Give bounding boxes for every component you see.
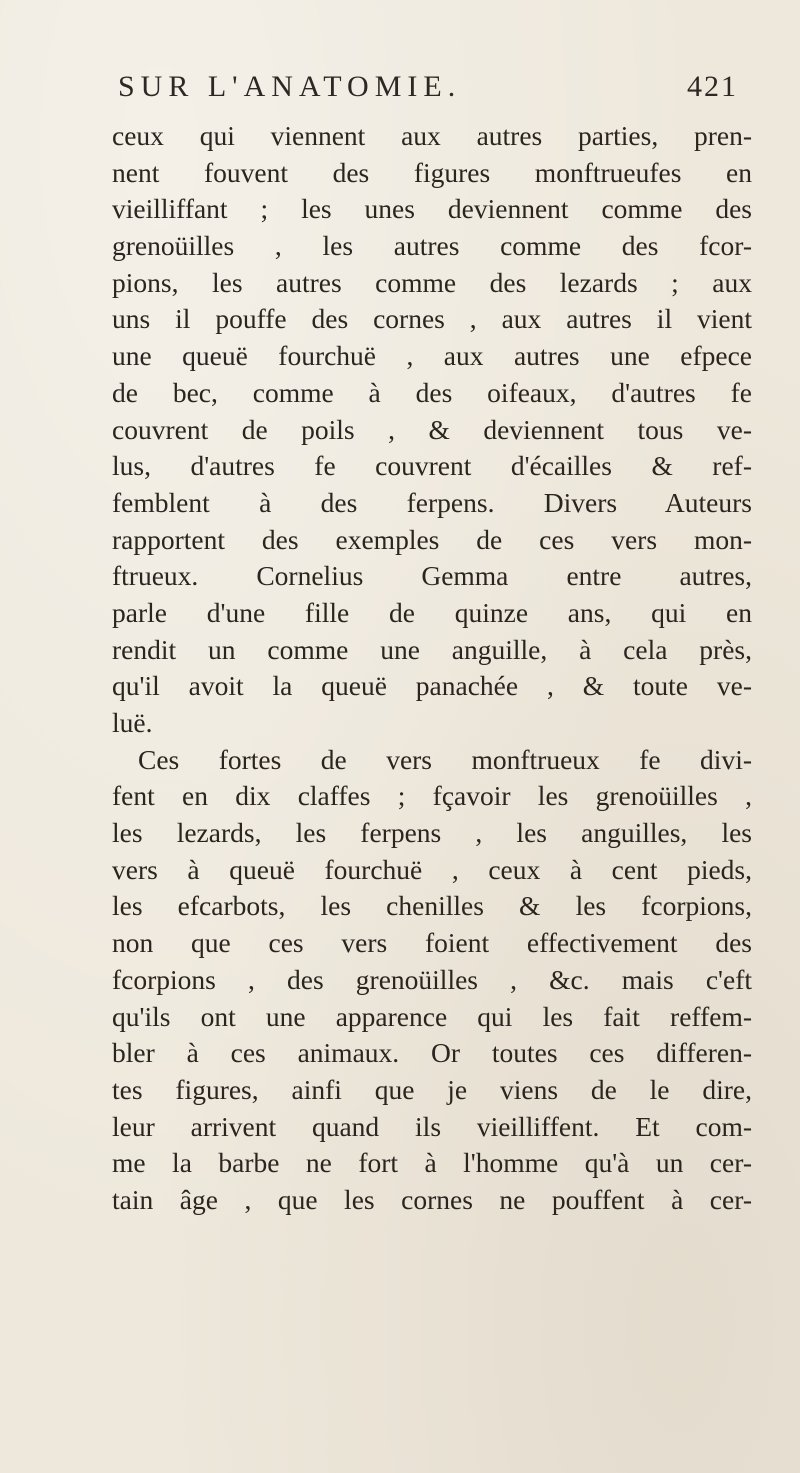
text-line: tes figures, ainfi que je viens de le dire, <box>112 1073 752 1105</box>
text-line: bler à ces animaux. Or toutes ces differen- <box>112 1037 752 1069</box>
text-line: Ces fortes de vers monftrueux fe divi- <box>138 743 752 775</box>
text-line: uns il pouffe des cornes , aux autres il vient <box>112 303 752 335</box>
text-line: grenoüilles , les autres comme des fcor- <box>112 230 752 262</box>
text-line: vers à queuë fourchuë , ceux à cent pieds, <box>112 853 752 885</box>
text-line: femblent à des ferpens. Divers Auteurs <box>112 486 752 518</box>
text-line: qu'ils ont une apparence qui les fait reffem- <box>112 1000 752 1032</box>
body-text <box>112 118 752 1219</box>
text-line: les lezards, les ferpens , les anguilles, les <box>112 817 752 849</box>
text-line: luë. <box>112 707 153 738</box>
paragraph-2 <box>112 742 752 1219</box>
running-title: SUR L'ANATOMIE. <box>118 70 462 103</box>
text-line: nent fouvent des figures monftrueufes en <box>112 156 752 188</box>
text-line: pions, les autres comme des lezards ; aux <box>112 266 752 298</box>
text-line: me la barbe ne fort à l'homme qu'à un cer- <box>112 1147 752 1179</box>
text-line: parle d'une fille de quinze ans, qui en <box>112 596 752 628</box>
text-line: qu'il avoit la queuë panachée , & toute ve- <box>112 670 752 702</box>
running-header <box>118 70 738 110</box>
text-line: les efcarbots, les chenilles & les fcorpions, <box>112 890 752 922</box>
text-line: une queuë fourchuë , aux autres une efpece <box>112 340 752 372</box>
text-line: tain âge , que les cornes ne pouffent à cer- <box>112 1183 752 1215</box>
text-line: fcorpions , des grenoüilles , &c. mais c'eft <box>112 963 752 995</box>
text-line: lus, d'autres fe couvrent d'écailles & ref- <box>112 450 752 482</box>
text-line: non que ces vers foient effectivement des <box>112 927 752 959</box>
text-line: couvrent de poils , & deviennent tous ve- <box>112 413 752 445</box>
page-number: 421 <box>687 70 738 103</box>
text-line: ftrueux. Cornelius Gemma entre autres, <box>112 560 752 592</box>
paragraph-1 <box>112 118 752 742</box>
text-line: rapportent des exemples de ces vers mon- <box>112 523 752 555</box>
text-line: rendit un comme une anguille, à cela près, <box>112 633 752 665</box>
text-line: vieilliffant ; les unes deviennent comme des <box>112 193 752 225</box>
text-line: leur arrivent quand ils vieilliffent. Et com- <box>112 1110 752 1142</box>
text-line: de bec, comme à des oifeaux, d'autres fe <box>112 376 752 408</box>
text-line: fent en dix claffes ; fçavoir les grenoüilles , <box>112 780 752 812</box>
text-line: ceux qui viennent aux autres parties, pren- <box>112 120 752 151</box>
